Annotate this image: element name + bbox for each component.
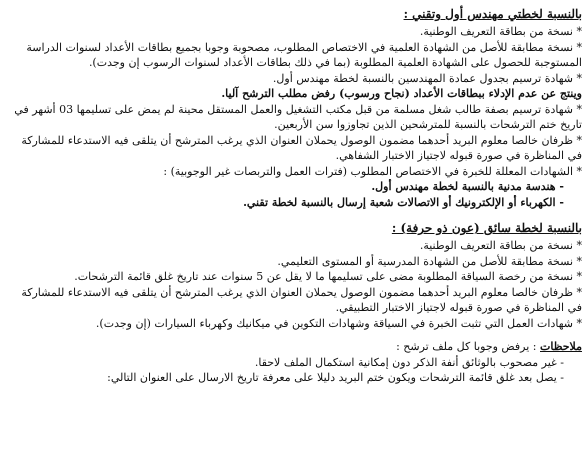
notes-line: [8, 339, 582, 355]
notes-label: ملاحظات: [540, 340, 582, 353]
section-heading-driver: بالنسبة لخطة سائق (عون ذو حرفة) :: [391, 221, 582, 235]
section-gap: [8, 331, 582, 339]
requirement-id-card: * نسخة من بطاقة التعريف الوطنية.: [419, 25, 582, 38]
driver-requirement-envelopes: * ظرفان خالصا معلوم البريد أحدهما مضمون الوصول يحملان العنوان الذي يرغب المترشح أن يتلقى فيه الاستدعاء للمشاركة في المناظرة في صورة قبوله لاجتياز الاختبار التطبيقي.: [21, 285, 582, 314]
driver-requirement-work-certificates: * شهادات العمل التي تثبت الخبرة في السياقة وشهادات التكوين في ميكانيك وكهرباء السيارات (إن وجدت).: [95, 316, 582, 330]
requirement-engineers-order: * شهادة ترسيم بجدول عمادة المهندسين بالنسبة لخطة مهندس أول.: [272, 71, 582, 85]
note-item-late: - يصل بعد غلق قائمة الترشحات ويكون ختم البريد دليلا على معرفة تاريخ الارسال على العنوان التالي:: [107, 371, 564, 384]
driver-requirement-school-certificate: * نسخة مطابقة للأصل من الشهادة المدرسية أو المستوى التعليمي.: [277, 254, 582, 268]
requirement-experience-certificates: * الشهادات المعللة للخبرة في الاختصاص المطلوب (فترات العمل والتربصات غير الوجوبية) :: [163, 164, 582, 178]
specialty-civil-engineering: - هندسة مدنية بالنسبة لخطة مهندس أول.: [371, 180, 564, 193]
section-gap: [8, 210, 582, 218]
specialty-electrical-telecom: - الكهرباء أو الإلكترونيك أو الاتصالات شعبة إرسال بالنسبة لخطة تقني.: [243, 195, 564, 209]
driver-requirement-id-card: * نسخة من بطاقة التعريف الوطنية.: [419, 239, 582, 252]
requirement-job-seeker-certificate: * شهادة ترسيم بصفة طالب شغل مسلمة من قبل مكتب التشغيل والعمل المستقل محينة لم يمض على تسليمها 03 أشهر في تاريخ ختم الترشحات بالنسبة للمترشحين الذين تجاوزوا سن الأربعين.: [14, 102, 582, 131]
note-item-incomplete: - غير مصحوب بالوثائق أنفة الذكر دون إمكانية استكمال الملف لاحقا.: [254, 355, 564, 369]
notes-intro: : يرفض وجوبا كل ملف ترشح :: [396, 340, 537, 353]
section-heading-engineer-technician: بالنسبة لخطتي مهندس أول وتقني :: [403, 7, 582, 21]
rejection-notice: وينتج عن عدم الإدلاء ببطاقات الأعداد (نجاح ورسوب) رفض مطلب الترشح آليا.: [221, 87, 582, 100]
requirement-envelopes-oral: * ظرفان خالصا معلوم البريد أحدهما مضمون الوصول يحملان العنوان الذي يرغب المترشح أن يتلقى فيه الاستدعاء للمشاركة في المناظرة في صورة قبوله لاجتياز الاختبار الشفاهي.: [21, 133, 582, 162]
driver-requirement-license: * نسخة من رخصة السياقة المطلوبة مضى على تسليمها ما لا يقل عن 5 سنوات عند تاريخ غلق قائمة الترشحات.: [74, 270, 582, 283]
requirement-degree-copy: * نسخة مطابقة للأصل من الشهادة العلمية في الاختصاص المطلوب، مصحوبة وجوبا بجميع بطاقات الأعداد لسنوات الدراسة المستوجبة للحصول على الشهادة العلمية المطلوبة (بما في ذلك بطاقات الأعداد لسنوات الرسوب إن وجدت).: [26, 40, 582, 69]
